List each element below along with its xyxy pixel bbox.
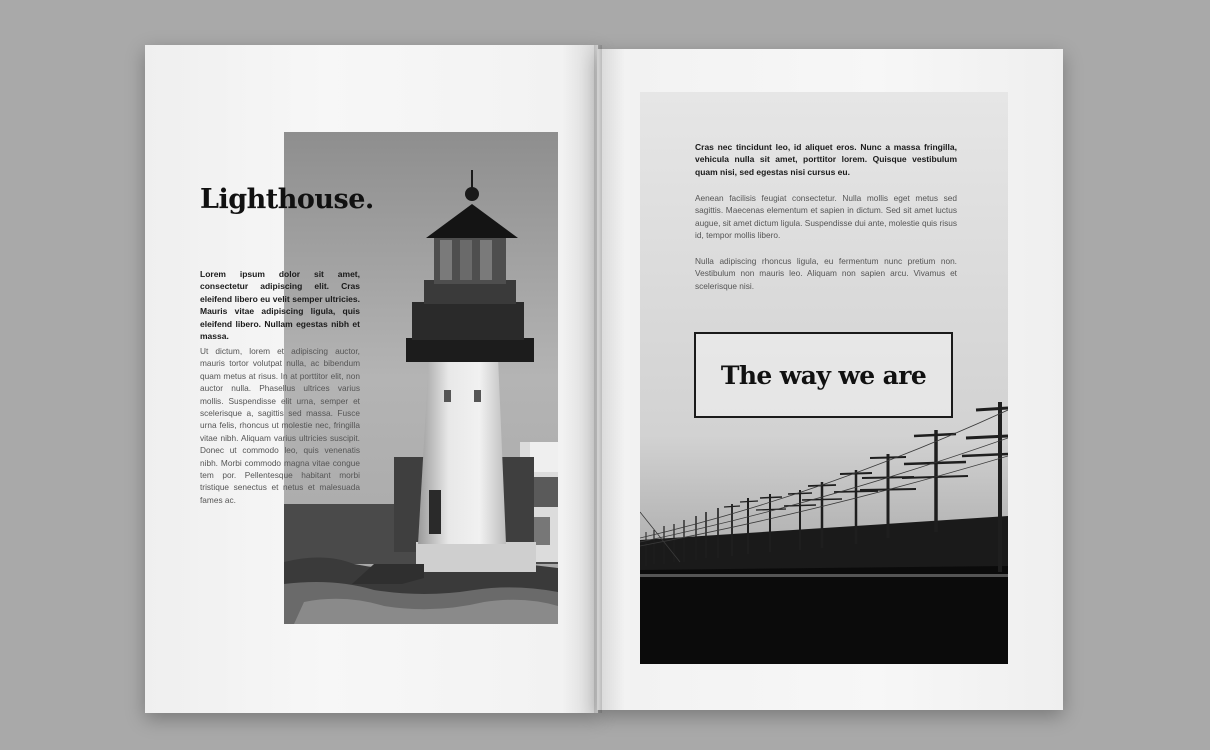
body-paragraph-right-1: Aenean facilisis feugiat consectetur. Nulla mollis eget metus sed sagittis. Maecenas elementum et sapien in dictum. Sed sit amet luctus augue, sit amet dictum ligula. Suspendisse dui ante, molestie quis risus id, tempor mollis libero.: [695, 193, 957, 241]
article-title: Lighthouse.: [200, 184, 374, 215]
body-paragraph: Ut dictum, lorem et adipiscing auctor, mauris tortor volutpat nulla, ac bibendum quam metus at risus. In at porttitor elit, non auctor nulla. Phasellus ultrices varius mollis. Suspendisse elit urna, semper et scelerisque a, sagittis sed massa. Fusce urna felis, rhoncus ut molestie nec, fringilla vitae nibh. Aliquam varius ultricies suscipit. Donec ut commodo leo, quis venenatis nibh. Morbi commodo magna vitae congue tem por. Pellentesque habitant morbi tristique senectus et netus et malesuada fames ac.: [200, 346, 360, 505]
pull-quote-box: [694, 332, 953, 418]
spine-shadow: [594, 45, 602, 713]
lead-paragraph-right: Cras nec tincidunt leo, id aliquet eros. Nunc a massa fringilla, vehicula nulla sit amet, porttitor lorem. Quisque vestibulum quam nisi, sed egestas nisi cursus eu.: [695, 142, 957, 177]
pull-quote: The way we are: [720, 360, 927, 390]
lead-paragraph: Lorem ipsum dolor sit amet, consectetur adipiscing elit. Cras eleifend libero eu velit semper ultricies. Mauris vitae adipiscing ligula, quis eleifend libero. Nullam egestas nibh et massa.: [200, 269, 360, 342]
body-paragraph-right-2: Nulla adipiscing rhoncus ligula, eu fermentum nunc pretium non. Vestibulum non mauris leo. Aliquam non sapien arcu. Vivamus et scelerisque nisi.: [695, 256, 957, 291]
